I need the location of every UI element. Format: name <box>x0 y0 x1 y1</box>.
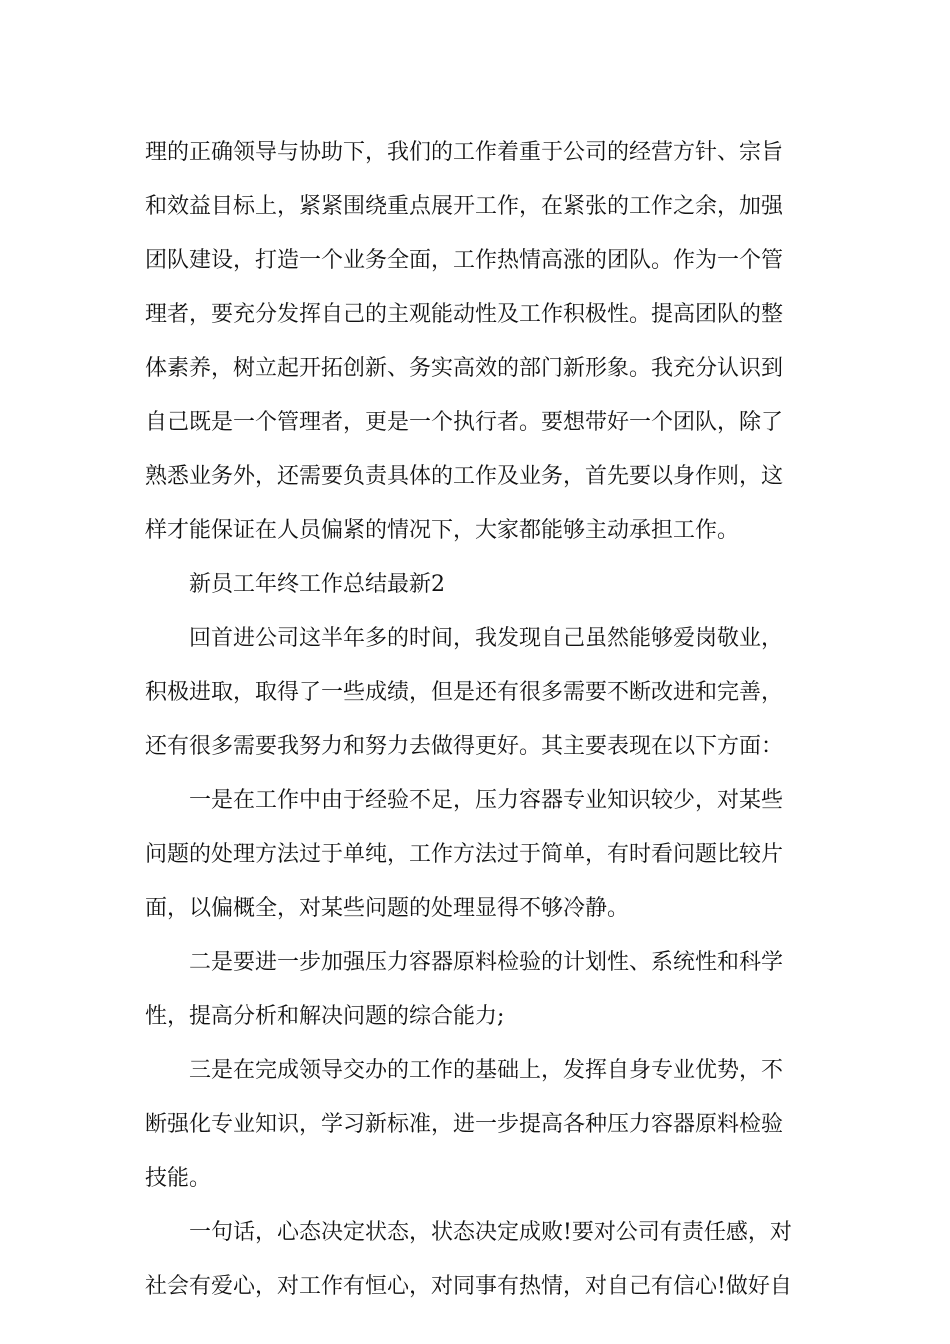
text-line: 一是在工作中由于经验不足，压力容器专业知识较少，对某些 <box>189 788 784 813</box>
text-line: 三是在完成领导交办的工作的基础上，发挥自身专业优势，不 <box>189 1058 784 1083</box>
paragraph-point-one <box>145 774 810 936</box>
section-heading: 新员工年终工作总结最新2 <box>189 572 445 597</box>
text-line: 回首进公司这半年多的时间，我发现自己虽然能够爱岗敬业， <box>189 626 784 651</box>
text-line: 问题的处理方法过于单纯，工作方法过于简单，有时看问题比较片 <box>145 842 784 867</box>
text-line: 样才能保证在人员偏紧的情况下，大家都能够主动承担工作。 <box>145 518 740 543</box>
text-line: 断强化专业知识，学习新标准，进一步提高各种压力容器原料检验 <box>145 1112 784 1137</box>
text-line: 还有很多需要我努力和努力去做得更好。其主要表现在以下方面： <box>145 734 784 759</box>
document-body <box>145 126 810 1314</box>
text-line: 一句话，心态决定状态，状态决定成败!要对公司有责任感，对 <box>189 1220 792 1245</box>
text-line: 熟悉业务外，还需要负责具体的工作及业务，首先要以身作则，这 <box>145 464 784 489</box>
paragraph-point-three <box>145 1044 810 1206</box>
paragraph-continued <box>145 126 810 558</box>
text-line: 面，以偏概全，对某些问题的处理显得不够冷静。 <box>145 896 630 921</box>
text-line: 和效益目标上，紧紧围绕重点展开工作，在紧张的工作之余，加强 <box>145 194 784 219</box>
text-line: 团队建设，打造一个业务全面，工作热情高涨的团队。作为一个管 <box>145 248 784 273</box>
text-line: 积极进取，取得了一些成绩，但是还有很多需要不断改进和完善， <box>145 680 784 705</box>
text-line: 社会有爱心，对工作有恒心，对同事有热情，对自己有信心!做好自 <box>145 1274 792 1299</box>
text-line: 理者，要充分发挥自己的主观能动性及工作积极性。提高团队的整 <box>145 302 784 327</box>
paragraph-point-two <box>145 936 810 1044</box>
text-line: 技能。 <box>145 1166 212 1191</box>
text-line: 自己既是一个管理者，更是一个执行者。要想带好一个团队，除了 <box>145 410 784 435</box>
text-line: 理的正确领导与协助下，我们的工作着重于公司的经营方针、宗旨 <box>145 140 784 165</box>
paragraph-intro <box>145 612 810 774</box>
paragraph-conclusion <box>145 1206 810 1314</box>
text-line: 二是要进一步加强压力容器原料检验的计划性、系统性和科学 <box>189 950 784 975</box>
text-line: 性，提高分析和解决问题的综合能力; <box>145 1004 505 1029</box>
text-line: 体素养，树立起开拓创新、务实高效的部门新形象。我充分认识到 <box>145 356 784 381</box>
